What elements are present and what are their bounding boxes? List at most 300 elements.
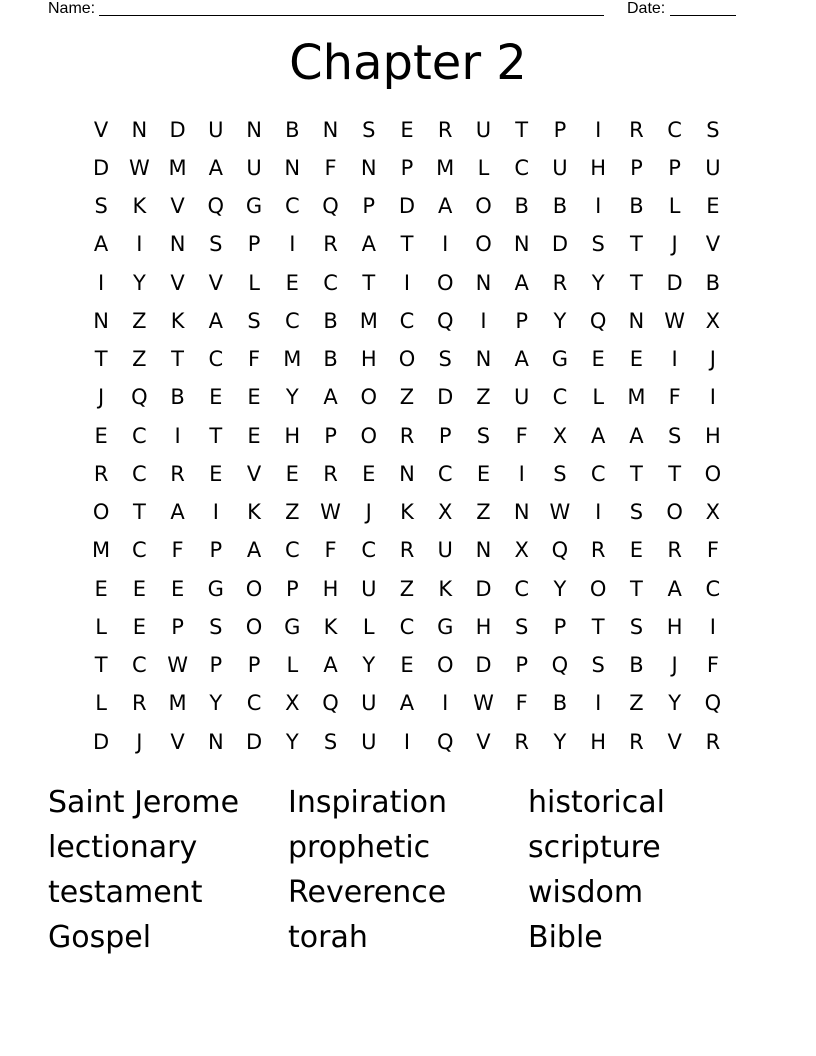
grid-letter: W — [664, 308, 686, 333]
grid-letter: T — [591, 614, 605, 639]
grid-letter: O — [666, 500, 683, 525]
grid-letter: Q — [704, 691, 722, 716]
grid-letter: V — [667, 729, 682, 754]
grid-letter: L — [592, 385, 605, 410]
grid-letter: B — [323, 308, 338, 333]
grid-letter: T — [629, 576, 643, 601]
grid-letter: P — [553, 614, 567, 639]
grid-row — [82, 111, 732, 149]
grid-letter: C — [323, 270, 338, 295]
grid-letter: Z — [476, 500, 491, 525]
grid-letter: O — [360, 423, 378, 448]
grid-letter: B — [514, 194, 529, 219]
grid-letter: H — [704, 423, 721, 448]
grid-letter: C — [208, 347, 224, 372]
grid-letter: X — [438, 500, 453, 525]
grid-letter: U — [514, 385, 530, 410]
grid-letter: C — [132, 538, 147, 563]
grid-letter: N — [360, 155, 377, 180]
grid-letter: Y — [553, 576, 567, 601]
grid-letter: H — [590, 155, 607, 180]
grid-letter: C — [399, 308, 415, 333]
grid-letter: O — [436, 270, 454, 295]
grid-letter: U — [361, 729, 377, 754]
grid-letter: J — [365, 500, 372, 525]
grid-letter: P — [362, 194, 376, 219]
grid-letter: Y — [285, 385, 299, 410]
grid-letter: E — [247, 423, 261, 448]
grid-letter: H — [284, 423, 301, 448]
grid-letter: E — [629, 347, 644, 372]
grid-letter: A — [93, 232, 109, 257]
grid-letter: N — [513, 232, 530, 257]
grid-letter: E — [591, 347, 605, 372]
grid-letter: C — [132, 461, 147, 486]
grid-letter: A — [170, 500, 185, 525]
grid-letter: Y — [209, 691, 223, 716]
grid-letter: P — [209, 653, 223, 678]
grid-letter: P — [400, 155, 414, 180]
grid-row — [82, 723, 732, 761]
grid-letter: T — [132, 500, 146, 525]
grid-letter: R — [132, 691, 147, 716]
grid-letter: Z — [399, 385, 415, 410]
grid-letter: P — [247, 232, 261, 257]
grid-row — [82, 264, 732, 302]
grid-letter: E — [285, 461, 299, 486]
grid-letter: Q — [207, 194, 225, 219]
grid-letter: J — [709, 347, 716, 372]
grid-letter: Q — [436, 308, 454, 333]
grid-letter: P — [324, 423, 337, 448]
grid-letter: R — [93, 461, 109, 486]
word-list — [48, 780, 768, 960]
grid-letter: L — [95, 691, 107, 716]
grid-letter: S — [515, 614, 529, 639]
grid-letter: K — [170, 308, 185, 333]
grid-letter: K — [400, 500, 414, 525]
grid-letter: I — [403, 729, 411, 754]
grid-letter: E — [706, 194, 720, 219]
grid-letter: Q — [589, 308, 607, 333]
grid-row — [82, 685, 732, 723]
grid-letter: W — [320, 500, 341, 525]
grid-letter: O — [245, 576, 263, 601]
grid-letter: A — [323, 653, 338, 678]
grid-letter: A — [514, 270, 529, 295]
grid-letter: S — [323, 729, 338, 754]
grid-letter: V — [705, 232, 721, 257]
grid-letter: C — [667, 117, 682, 142]
grid-letter: G — [551, 347, 569, 372]
grid-row — [82, 341, 732, 379]
grid-letter: I — [518, 461, 525, 486]
grid-letter: U — [361, 576, 377, 601]
grid-letter: E — [629, 538, 644, 563]
grid-letter: N — [475, 538, 492, 563]
grid-letter: U — [705, 155, 721, 180]
grid-letter: V — [170, 270, 185, 295]
word-list-item: scripture — [528, 830, 661, 865]
grid-letter: O — [589, 576, 607, 601]
grid-letter: T — [629, 270, 643, 295]
grid-letter: T — [515, 117, 529, 142]
grid-letter: U — [361, 691, 377, 716]
grid-letter: R — [552, 270, 568, 295]
grid-letter: T — [668, 461, 682, 486]
grid-letter: R — [667, 538, 682, 563]
grid-row — [82, 379, 732, 417]
grid-letter: N — [169, 232, 186, 257]
grid-letter: O — [475, 194, 492, 219]
grid-letter: D — [93, 729, 110, 754]
grid-letter: V — [170, 194, 185, 219]
grid-letter: W — [549, 500, 571, 525]
grid-letter: M — [359, 308, 378, 333]
grid-letter: H — [360, 347, 377, 372]
grid-letter: N — [131, 117, 148, 142]
grid-letter: P — [171, 614, 184, 639]
grid-letter: I — [212, 500, 219, 525]
grid-letter: K — [438, 576, 453, 601]
grid-letter: Q — [322, 691, 339, 716]
grid-letter: F — [171, 538, 184, 563]
grid-letter: T — [362, 270, 376, 295]
grid-row — [82, 570, 732, 608]
grid-letter: I — [136, 232, 143, 257]
grid-letter: H — [666, 614, 683, 639]
grid-letter: A — [399, 691, 415, 716]
grid-letter: S — [629, 500, 644, 525]
grid-letter: X — [705, 308, 721, 333]
grid-letter: D — [551, 232, 569, 257]
grid-row — [82, 149, 732, 187]
grid-letter: Y — [553, 729, 567, 754]
grid-letter: T — [629, 232, 643, 257]
grid-letter: T — [171, 347, 184, 372]
grid-letter: G — [207, 576, 224, 601]
grid-letter: E — [132, 576, 146, 601]
grid-letter: C — [284, 308, 300, 333]
grid-letter: P — [285, 576, 299, 601]
grid-letter: E — [132, 614, 146, 639]
grid-letter: F — [668, 385, 681, 410]
name-field-line — [48, 0, 604, 18]
grid-letter: E — [476, 461, 491, 486]
grid-letter: S — [591, 653, 605, 678]
grid-row — [82, 494, 732, 532]
grid-letter: E — [285, 270, 299, 295]
grid-letter: Y — [668, 691, 682, 716]
grid-letter: N — [284, 155, 301, 180]
grid-letter: C — [590, 461, 606, 486]
grid-letter: E — [94, 423, 108, 448]
date-blank — [670, 0, 736, 16]
grid-letter: R — [705, 729, 721, 754]
grid-row — [82, 188, 732, 226]
grid-letter: S — [667, 423, 682, 448]
grid-letter: S — [629, 614, 644, 639]
word-list-item: lectionary — [48, 830, 198, 865]
grid-letter: Y — [553, 308, 567, 333]
grid-letter: A — [208, 308, 223, 333]
grid-letter: S — [247, 308, 261, 333]
grid-letter: K — [247, 500, 261, 525]
grid-letter: A — [361, 232, 376, 257]
grid-letter: P — [209, 538, 223, 563]
word-list-item: Inspiration — [288, 785, 448, 820]
grid-letter: C — [399, 614, 415, 639]
grid-letter: P — [438, 423, 452, 448]
grid-letter: U — [437, 538, 453, 563]
grid-letter: Z — [285, 500, 300, 525]
grid-letter: G — [245, 194, 263, 219]
grid-letter: F — [248, 347, 261, 372]
word-list-item: Saint Jerome — [48, 785, 240, 820]
grid-letter: X — [705, 500, 721, 525]
grid-letter: R — [399, 538, 415, 563]
grid-letter: L — [362, 614, 375, 639]
grid-letter: R — [323, 461, 338, 486]
grid-letter: F — [515, 691, 528, 716]
word-list-item: testament — [48, 875, 203, 910]
grid-letter: O — [475, 232, 492, 257]
grid-letter: I — [442, 691, 449, 716]
grid-letter: L — [286, 653, 299, 678]
grid-letter: Y — [591, 270, 605, 295]
grid-letter: J — [98, 385, 105, 410]
grid-letter: T — [400, 232, 414, 257]
grid-letter: U — [208, 117, 224, 142]
grid-letter: Y — [132, 270, 146, 295]
grid-letter: B — [285, 117, 300, 142]
grid-letter: Q — [131, 385, 148, 410]
grid-letter: R — [629, 117, 644, 142]
grid-letter: N — [475, 270, 492, 295]
grid-letter: W — [473, 691, 494, 716]
grid-letter: O — [360, 385, 378, 410]
grid-letter: A — [208, 155, 223, 180]
grid-letter: Y — [362, 653, 376, 678]
grid-letter: I — [595, 117, 602, 142]
grid-letter: U — [475, 117, 492, 142]
grid-letter: F — [706, 538, 719, 563]
grid-letter: A — [629, 423, 644, 448]
grid-letter: S — [209, 614, 223, 639]
grid-letter: C — [514, 155, 530, 180]
grid-letter: F — [324, 538, 337, 563]
grid-letter: I — [98, 270, 105, 295]
grid-letter: C — [246, 691, 262, 716]
word-list-item: torah — [288, 920, 368, 955]
grid-letter: P — [515, 308, 529, 333]
grid-letter: L — [477, 155, 490, 180]
word-list-item: historical — [528, 785, 665, 820]
grid-letter: E — [400, 653, 414, 678]
date-field-line — [627, 0, 736, 18]
grid-letter: T — [94, 653, 108, 678]
grid-letter: D — [475, 653, 492, 678]
grid-letter: D — [93, 155, 110, 180]
grid-letter: U — [246, 155, 262, 180]
grid-letter: U — [552, 155, 568, 180]
grid-row — [82, 302, 732, 340]
grid-letter: O — [92, 500, 110, 525]
grid-letter: J — [136, 729, 143, 754]
grid-letter: K — [323, 614, 338, 639]
grid-letter: S — [94, 194, 108, 219]
grid-letter: C — [132, 653, 147, 678]
grid-letter: A — [323, 385, 338, 410]
grid-letter: X — [285, 691, 300, 716]
grid-letter: L — [668, 194, 681, 219]
grid-letter: E — [362, 461, 376, 486]
grid-row — [82, 226, 732, 264]
grid-letter: Q — [551, 653, 569, 678]
grid-letter: C — [437, 461, 453, 486]
grid-letter: E — [247, 385, 261, 410]
grid-letter: N — [93, 308, 109, 333]
grid-letter: N — [322, 117, 339, 142]
grid-letter: W — [167, 653, 188, 678]
grid-letter: C — [514, 576, 530, 601]
grid-letter: A — [246, 538, 262, 563]
grid-letter: E — [209, 461, 223, 486]
grid-letter: A — [438, 194, 453, 219]
grid-letter: Z — [132, 347, 147, 372]
grid-letter: N — [475, 347, 492, 372]
grid-row — [82, 647, 732, 685]
grid-letter: C — [705, 576, 721, 601]
grid-letter: E — [400, 117, 414, 142]
grid-letter: F — [515, 423, 528, 448]
grid-letter: C — [552, 385, 568, 410]
grid-letter: Z — [629, 691, 644, 716]
grid-letter: R — [170, 461, 185, 486]
grid-letter: H — [322, 576, 339, 601]
grid-letter: S — [476, 423, 491, 448]
grid-letter: N — [207, 729, 224, 754]
grid-row — [82, 608, 732, 646]
grid-letter: V — [246, 461, 262, 486]
grid-letter: M — [283, 347, 302, 372]
grid-letter: M — [168, 155, 187, 180]
grid-letter: D — [245, 729, 263, 754]
grid-row — [82, 417, 732, 455]
grid-letter: S — [553, 461, 567, 486]
grid-letter: R — [323, 232, 338, 257]
word-list-item: Gospel — [48, 920, 152, 955]
grid-letter: S — [209, 232, 223, 257]
grid-letter: R — [514, 729, 529, 754]
grid-letter: P — [668, 155, 681, 180]
grid-letter: E — [170, 576, 185, 601]
grid-letter: C — [284, 194, 300, 219]
grid-letter: P — [515, 653, 529, 678]
grid-letter: R — [629, 729, 644, 754]
grid-letter: X — [514, 538, 529, 563]
grid-letter: S — [591, 232, 605, 257]
grid-letter: D — [437, 385, 454, 410]
grid-row — [82, 455, 732, 493]
grid-letter: M — [168, 691, 187, 716]
grid-letter: O — [704, 461, 722, 486]
grid-letter: M — [92, 538, 111, 563]
grid-letter: I — [289, 232, 296, 257]
grid-letter: A — [514, 347, 529, 372]
grid-letter: S — [362, 117, 376, 142]
grid-letter: B — [629, 653, 644, 678]
grid-letter: Q — [551, 538, 569, 563]
grid-letter: Q — [436, 729, 454, 754]
grid-letter: M — [436, 155, 455, 180]
grid-letter: Z — [476, 385, 491, 410]
grid-letter: J — [671, 232, 678, 257]
grid-letter: O — [436, 653, 454, 678]
grid-letter: B — [552, 194, 568, 219]
grid-letter: E — [209, 385, 223, 410]
grid-letter: V — [93, 117, 109, 142]
grid-letter: I — [403, 270, 411, 295]
grid-letter: B — [552, 691, 568, 716]
grid-letter: P — [247, 653, 261, 678]
grid-letter: O — [245, 614, 263, 639]
grid-letter: I — [709, 385, 716, 410]
grid-letter: W — [128, 155, 150, 180]
grid-letter: B — [323, 347, 338, 372]
grid-letter: N — [399, 461, 415, 486]
grid-letter: E — [94, 576, 108, 601]
grid-letter: G — [284, 614, 301, 639]
grid-letter: I — [709, 614, 716, 639]
grid-letter: I — [595, 194, 602, 219]
grid-letter: Z — [399, 576, 415, 601]
grid-letter: L — [95, 614, 107, 639]
grid-letter: I — [595, 500, 602, 525]
grid-letter: F — [706, 653, 719, 678]
word-list-item: Bible — [528, 920, 603, 955]
grid-letter: T — [94, 347, 108, 372]
grid-letter: D — [475, 576, 492, 601]
grid-letter: R — [399, 423, 415, 448]
name-blank — [99, 0, 604, 16]
grid-letter: N — [628, 308, 645, 333]
grid-letter: A — [590, 423, 606, 448]
grid-letter: D — [169, 117, 186, 142]
word-search-grid — [82, 111, 732, 761]
grid-letter: R — [437, 117, 453, 142]
grid-letter: D — [666, 270, 683, 295]
grid-letter: M — [627, 385, 646, 410]
grid-letter: S — [438, 347, 452, 372]
grid-letter: D — [398, 194, 416, 219]
grid-letter: B — [629, 194, 644, 219]
grid-letter: Z — [132, 308, 147, 333]
grid-letter: C — [132, 423, 147, 448]
grid-letter: B — [170, 385, 185, 410]
grid-letter: Q — [322, 194, 339, 219]
grid-row — [82, 532, 732, 570]
grid-letter: S — [706, 117, 720, 142]
grid-letter: T — [629, 461, 643, 486]
grid-letter: I — [671, 347, 678, 372]
grid-letter: N — [246, 117, 262, 142]
grid-letter: H — [475, 614, 492, 639]
grid-letter: P — [630, 155, 643, 180]
grid-letter: A — [667, 576, 682, 601]
word-list-item: wisdom — [528, 875, 644, 910]
date-label: Date: — [627, 0, 666, 17]
